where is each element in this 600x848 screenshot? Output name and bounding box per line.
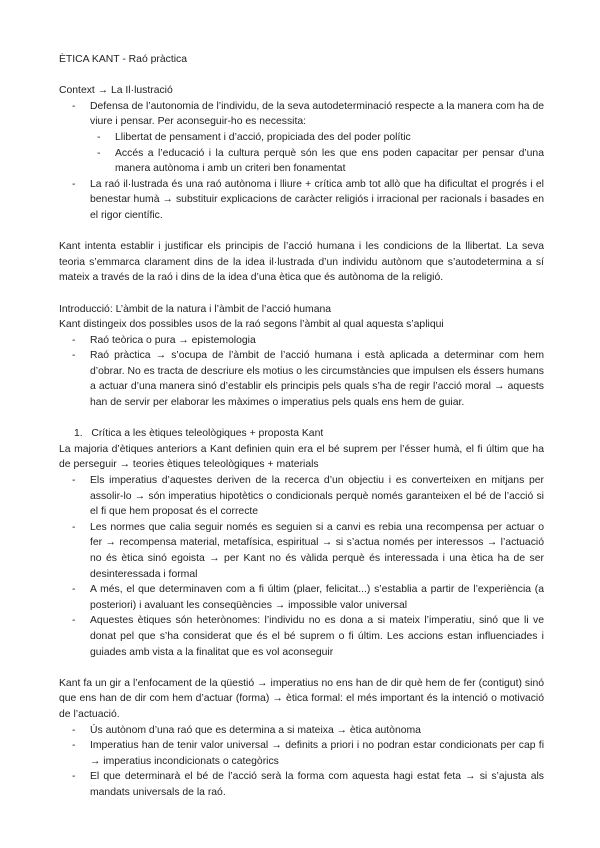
critica-list [59, 473, 544, 660]
context-list [59, 99, 544, 224]
kant-paragraph: Kant intenta establir i justificar els principis de l’acció humana i les condicions de la llibertat. La seva teoria s’emmarca clarament dins de la idea il·lustrada d’un individu autònom que s’autodetermina a sí mateix a través de la raó i dins de la idea d’una ètica que és autònoma de la religió. [59, 241, 544, 284]
intro-line: Kant distingeix dos possibles usos de la raó segons l’àmbit al qual aquesta s’apliqui [59, 319, 444, 331]
document-title: ÈTICA KANT - Raó pràctica [59, 54, 187, 65]
critica-item: - Els imperatius d’aquestes deriven de la recerca d’un objectiu i es converteixen en mitjans per assolir-lo → són imperatius hipotètics o condicionals perquè només garanteixen el bé de l’acció si el fi que hem proposat és el correcte [59, 473, 544, 520]
critica-heading-text: Crítica a les ètiques teleològiques + proposta Kant [91, 428, 324, 440]
gir-item: - Imperatius han de tenir valor universal → definits a priori i no podran estar condicionats per cap fi → imperatius incondicionats o categòrics [59, 738, 544, 769]
critica-item: - A més, el que determinaven com a fi últim (plaer, felicitat...) s’establia a partir de l’experiència (a posteriori) i avaluant les conseqüències → impossible valor universal [59, 582, 544, 613]
intro-heading: Introducció: L’àmbit de la natura i l’àmbit de l’acció humana [59, 303, 332, 315]
context-subitem: - Accés a l’educació i la cultura perquè són les que ens poden capacitar per pensar d’una manera autònoma i amb un criteri ben fonamentat [59, 146, 544, 177]
gir-item: - El que determinarà el bé de l’acció serà la forma com aquesta hagi estat feta → si s’ajusta als mandats universals de la raó. [59, 769, 544, 800]
context-subitem: - Llibertat de pensament i d’acció, propiciada des del poder polític [59, 130, 544, 146]
critica-item: - Les normes que calia seguir només es seguien si a canvi es rebia una recompensa per actuar o fer → recompensa material, metafísica, espiritual → si s’actua només per interessos → l’actuació no és ètica sinó egoista → per Kant no és vàlida perquè és interessada i una ètica ha de ser desinteressada i formal [59, 520, 544, 582]
context-heading: Context → La Il·lustració [59, 85, 173, 97]
critica-item: - Aquestes ètiques són heterònomes: l’individu no es dona a si mateix l’imperatiu, sinó que li ve donat pel que s’ha considerat que és el bé suprem o fi últim. Les accions estan influenciades i guiades amb vista a la finalitat que es vol aconseguir [59, 613, 544, 660]
context-item: - Defensa de l’autonomia de l’individu, de la seva autodeterminació respecte a la manera com ha de viure i pensar. Per aconseguir-ho es necessita: - Llibertat de pensament i d’acció, propiciada des del poder polític - Accés a l’educació i la cultura perquè són les que ens poden capacitar per pensar d’una manera autònoma i amb un criteri ben fonamentat [59, 99, 544, 177]
document-page [59, 52, 544, 801]
section-number: 1. [74, 428, 83, 440]
context-item: - La raó il·lustrada és una raó autònoma i lliure + crítica amb tot allò que ha dificultat el progrés i el benestar humà → substituir explicacions de caràcter religiós i irracional per racionals i basades en el rigor científic. [59, 177, 544, 224]
intro-list [59, 333, 544, 411]
intro-item: - Raó teòrica o pura → epistemologia [59, 333, 544, 349]
critica-line: La majoria d’ètiques anteriors a Kant definien quin era el bé suprem per l’ésser humà, el fi últim que ha de perseguir → teories ètiques teleològiques + materials [59, 443, 544, 471]
intro-item: - Raó pràctica → s’ocupa de l’àmbit de l’acció humana i està aplicada a determinar com hem d’obrar. No es tracta de descriure els motius o les circumstàncies que impulsen els éssers humans a actuar d’una manera sinó d’establir els principis pels quals s’ha de regir l’acció moral → aquests han de servir per elaborar les màximes o imperatius pels quals ens hem de guiar. [59, 348, 544, 410]
critica-heading [59, 426, 544, 442]
context-sublist [59, 130, 544, 177]
gir-list [59, 723, 544, 801]
gir-paragraph: Kant fa un gir a l’enfocament de la qüestió → imperatius no ens han de dir què hem de fer (contigut) sinó que ens han de dir com hem d’actuar (forma) → ètica formal: el més important és la intenció o motivació de l’actuació. [59, 677, 544, 720]
gir-item: - Ús autònom d’una raó que es determina a si mateixa → ètica autònoma [59, 723, 544, 739]
